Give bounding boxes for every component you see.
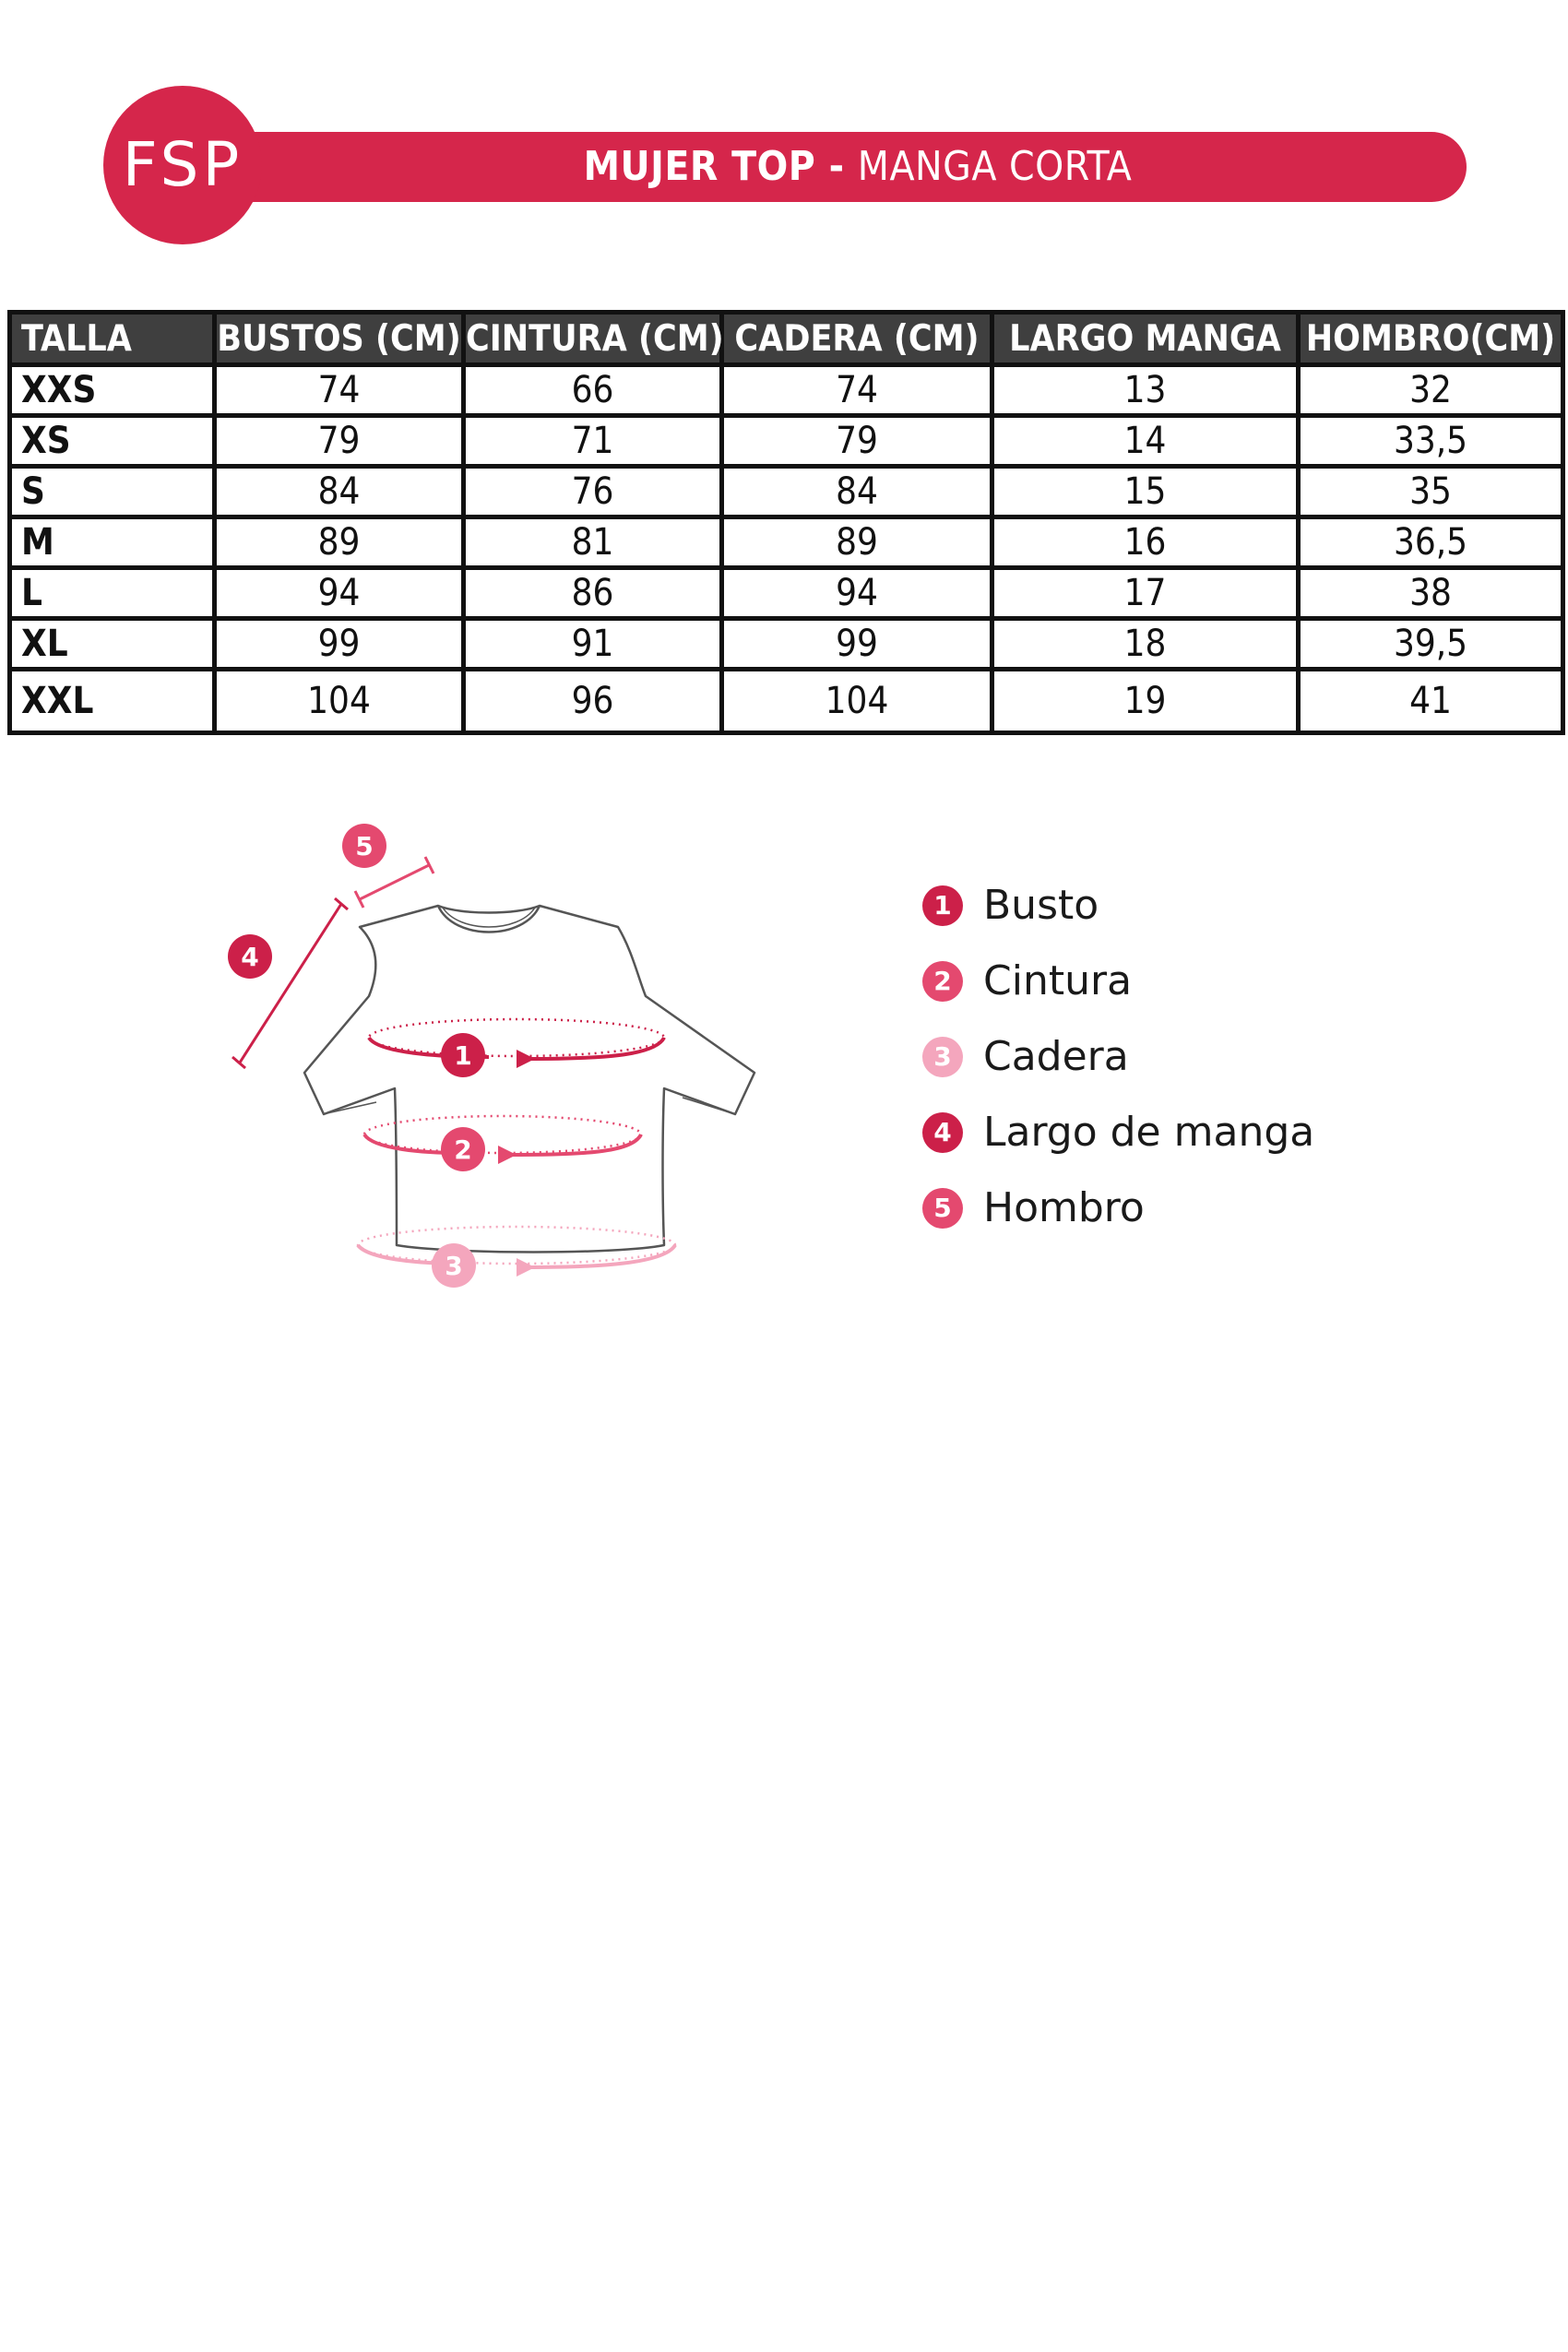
table-row xyxy=(10,416,1563,467)
table-cell: 84 xyxy=(722,467,992,517)
marker-1: 1 xyxy=(454,1040,472,1071)
column-header: LARGO MANGA xyxy=(992,313,1299,365)
table-cell: 91 xyxy=(464,619,722,670)
legend-label: Busto xyxy=(983,882,1099,929)
table-row xyxy=(10,568,1563,619)
table-row xyxy=(10,670,1563,733)
legend-label: Cadera xyxy=(983,1033,1129,1080)
table-cell: 14 xyxy=(992,416,1299,467)
size-cell: XS xyxy=(10,416,215,467)
table-cell: 81 xyxy=(464,517,722,568)
table-cell: 36,5 xyxy=(1299,517,1563,568)
legend-label: Largo de manga xyxy=(983,1109,1315,1156)
tshirt-outline xyxy=(304,906,754,1253)
column-header: HOMBRO(CM) xyxy=(1299,313,1563,365)
table-cell: 84 xyxy=(215,467,464,517)
legend-label: Cintura xyxy=(983,957,1133,1004)
marker-5: 5 xyxy=(355,831,374,861)
table-cell: 18 xyxy=(992,619,1299,670)
table-cell: 104 xyxy=(722,670,992,733)
size-cell: L xyxy=(10,568,215,619)
table-cell: 13 xyxy=(992,365,1299,416)
legend-badge: 3 xyxy=(922,1037,963,1077)
page-title xyxy=(175,132,1467,202)
title-bold: MUJER TOP - xyxy=(583,143,858,190)
column-header: BUSTOS (CM) xyxy=(215,313,464,365)
table-cell: 66 xyxy=(464,365,722,416)
table-cell: 38 xyxy=(1299,568,1563,619)
tshirt-diagram xyxy=(212,812,784,1301)
legend-label: Hombro xyxy=(983,1184,1145,1231)
legend-badge: 4 xyxy=(922,1112,963,1153)
size-cell: XL xyxy=(10,619,215,670)
table-cell: 32 xyxy=(1299,365,1563,416)
table-cell: 41 xyxy=(1299,670,1563,733)
table-row xyxy=(10,619,1563,670)
legend-badge: 2 xyxy=(922,961,963,1002)
table-cell: 33,5 xyxy=(1299,416,1563,467)
title-banner xyxy=(175,132,1467,202)
marker-3: 3 xyxy=(445,1251,463,1281)
table-cell: 104 xyxy=(215,670,464,733)
bust-measure xyxy=(369,1019,664,1077)
waist-measure xyxy=(364,1116,641,1171)
legend-badge: 1 xyxy=(922,885,963,926)
column-header: CINTURA (CM) xyxy=(464,313,722,365)
table-cell: 76 xyxy=(464,467,722,517)
table-cell: 86 xyxy=(464,568,722,619)
column-header: TALLA xyxy=(10,313,215,365)
brand-logo xyxy=(103,86,262,244)
size-cell: XXL xyxy=(10,670,215,733)
title-light: MANGA CORTA xyxy=(857,143,1133,190)
table-cell: 16 xyxy=(992,517,1299,568)
size-cell: M xyxy=(10,517,215,568)
table-cell: 79 xyxy=(722,416,992,467)
logo-text: FSP xyxy=(122,129,244,200)
table-cell: 71 xyxy=(464,416,722,467)
table-cell: 17 xyxy=(992,568,1299,619)
table-cell: 96 xyxy=(464,670,722,733)
table-cell: 39,5 xyxy=(1299,619,1563,670)
hip-measure xyxy=(358,1227,675,1288)
table-cell: 94 xyxy=(215,568,464,619)
table-cell: 19 xyxy=(992,670,1299,733)
legend-badge: 5 xyxy=(922,1188,963,1229)
size-table xyxy=(7,310,1565,735)
table-row xyxy=(10,365,1563,416)
marker-2: 2 xyxy=(454,1134,472,1165)
table-cell: 74 xyxy=(722,365,992,416)
table-cell: 79 xyxy=(215,416,464,467)
column-header: CADERA (CM) xyxy=(722,313,992,365)
table-cell: 15 xyxy=(992,467,1299,517)
table-cell: 74 xyxy=(215,365,464,416)
table-row xyxy=(10,517,1563,568)
table-cell: 99 xyxy=(722,619,992,670)
table-row xyxy=(10,467,1563,517)
size-cell: S xyxy=(10,467,215,517)
table-cell: 89 xyxy=(215,517,464,568)
table-cell: 89 xyxy=(722,517,992,568)
shoulder-measure xyxy=(342,824,434,908)
table-cell: 35 xyxy=(1299,467,1563,517)
marker-4: 4 xyxy=(241,942,259,972)
table-cell: 99 xyxy=(215,619,464,670)
table-cell: 94 xyxy=(722,568,992,619)
size-cell: XXS xyxy=(10,365,215,416)
table-header-row xyxy=(10,313,1563,365)
